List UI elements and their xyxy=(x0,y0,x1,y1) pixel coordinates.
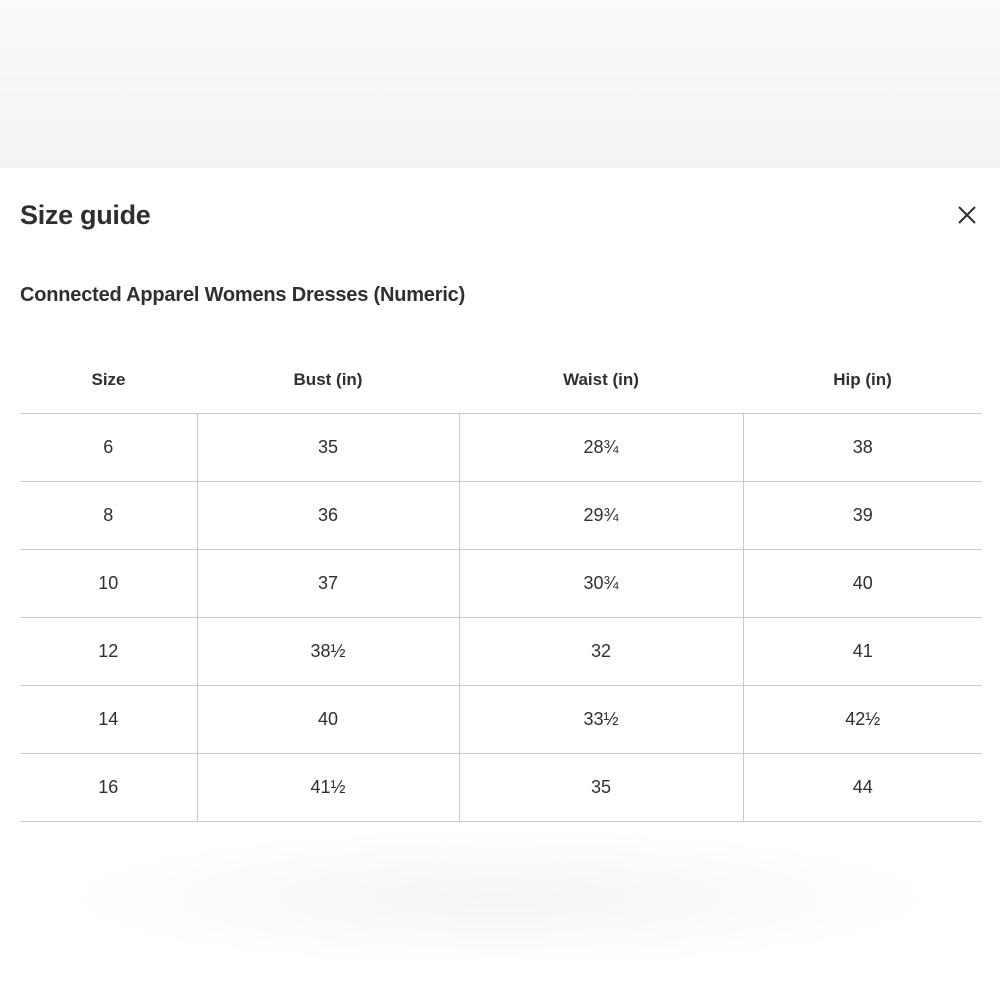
size-chart-table xyxy=(20,346,982,822)
bust-cell: 38½ xyxy=(197,618,459,686)
close-icon xyxy=(950,198,984,232)
page-backdrop xyxy=(0,0,1000,168)
table-row xyxy=(20,482,982,550)
hip-cell: 38 xyxy=(743,414,982,482)
bust-cell: 41½ xyxy=(197,754,459,822)
bottom-shading xyxy=(60,828,940,968)
waist-cell: 28¾ xyxy=(459,414,743,482)
bust-cell: 37 xyxy=(197,550,459,618)
size-cell: 6 xyxy=(20,414,197,482)
waist-cell: 35 xyxy=(459,754,743,822)
waist-cell: 32 xyxy=(459,618,743,686)
hip-cell: 44 xyxy=(743,754,982,822)
close-button[interactable] xyxy=(950,198,984,232)
bust-cell: 36 xyxy=(197,482,459,550)
table-row xyxy=(20,414,982,482)
table-row xyxy=(20,754,982,822)
table-header-row xyxy=(20,346,982,414)
waist-cell: 30¾ xyxy=(459,550,743,618)
waist-cell: 29¾ xyxy=(459,482,743,550)
column-header-hip: Hip (in) xyxy=(743,346,982,414)
table-row xyxy=(20,618,982,686)
hip-cell: 42½ xyxy=(743,686,982,754)
hip-cell: 39 xyxy=(743,482,982,550)
size-guide-modal xyxy=(0,168,1000,1000)
modal-title: Size guide xyxy=(20,200,151,230)
size-cell: 12 xyxy=(20,618,197,686)
waist-cell: 33½ xyxy=(459,686,743,754)
bust-cell: 35 xyxy=(197,414,459,482)
column-header-waist: Waist (in) xyxy=(459,346,743,414)
table-row xyxy=(20,686,982,754)
hip-cell: 40 xyxy=(743,550,982,618)
hip-cell: 41 xyxy=(743,618,982,686)
size-cell: 14 xyxy=(20,686,197,754)
size-cell: 8 xyxy=(20,482,197,550)
size-cell: 16 xyxy=(20,754,197,822)
size-cell: 10 xyxy=(20,550,197,618)
table-row xyxy=(20,550,982,618)
column-header-size: Size xyxy=(20,346,197,414)
column-header-bust: Bust (in) xyxy=(197,346,459,414)
bust-cell: 40 xyxy=(197,686,459,754)
size-chart-title: Connected Apparel Womens Dresses (Numeric) xyxy=(20,284,466,306)
